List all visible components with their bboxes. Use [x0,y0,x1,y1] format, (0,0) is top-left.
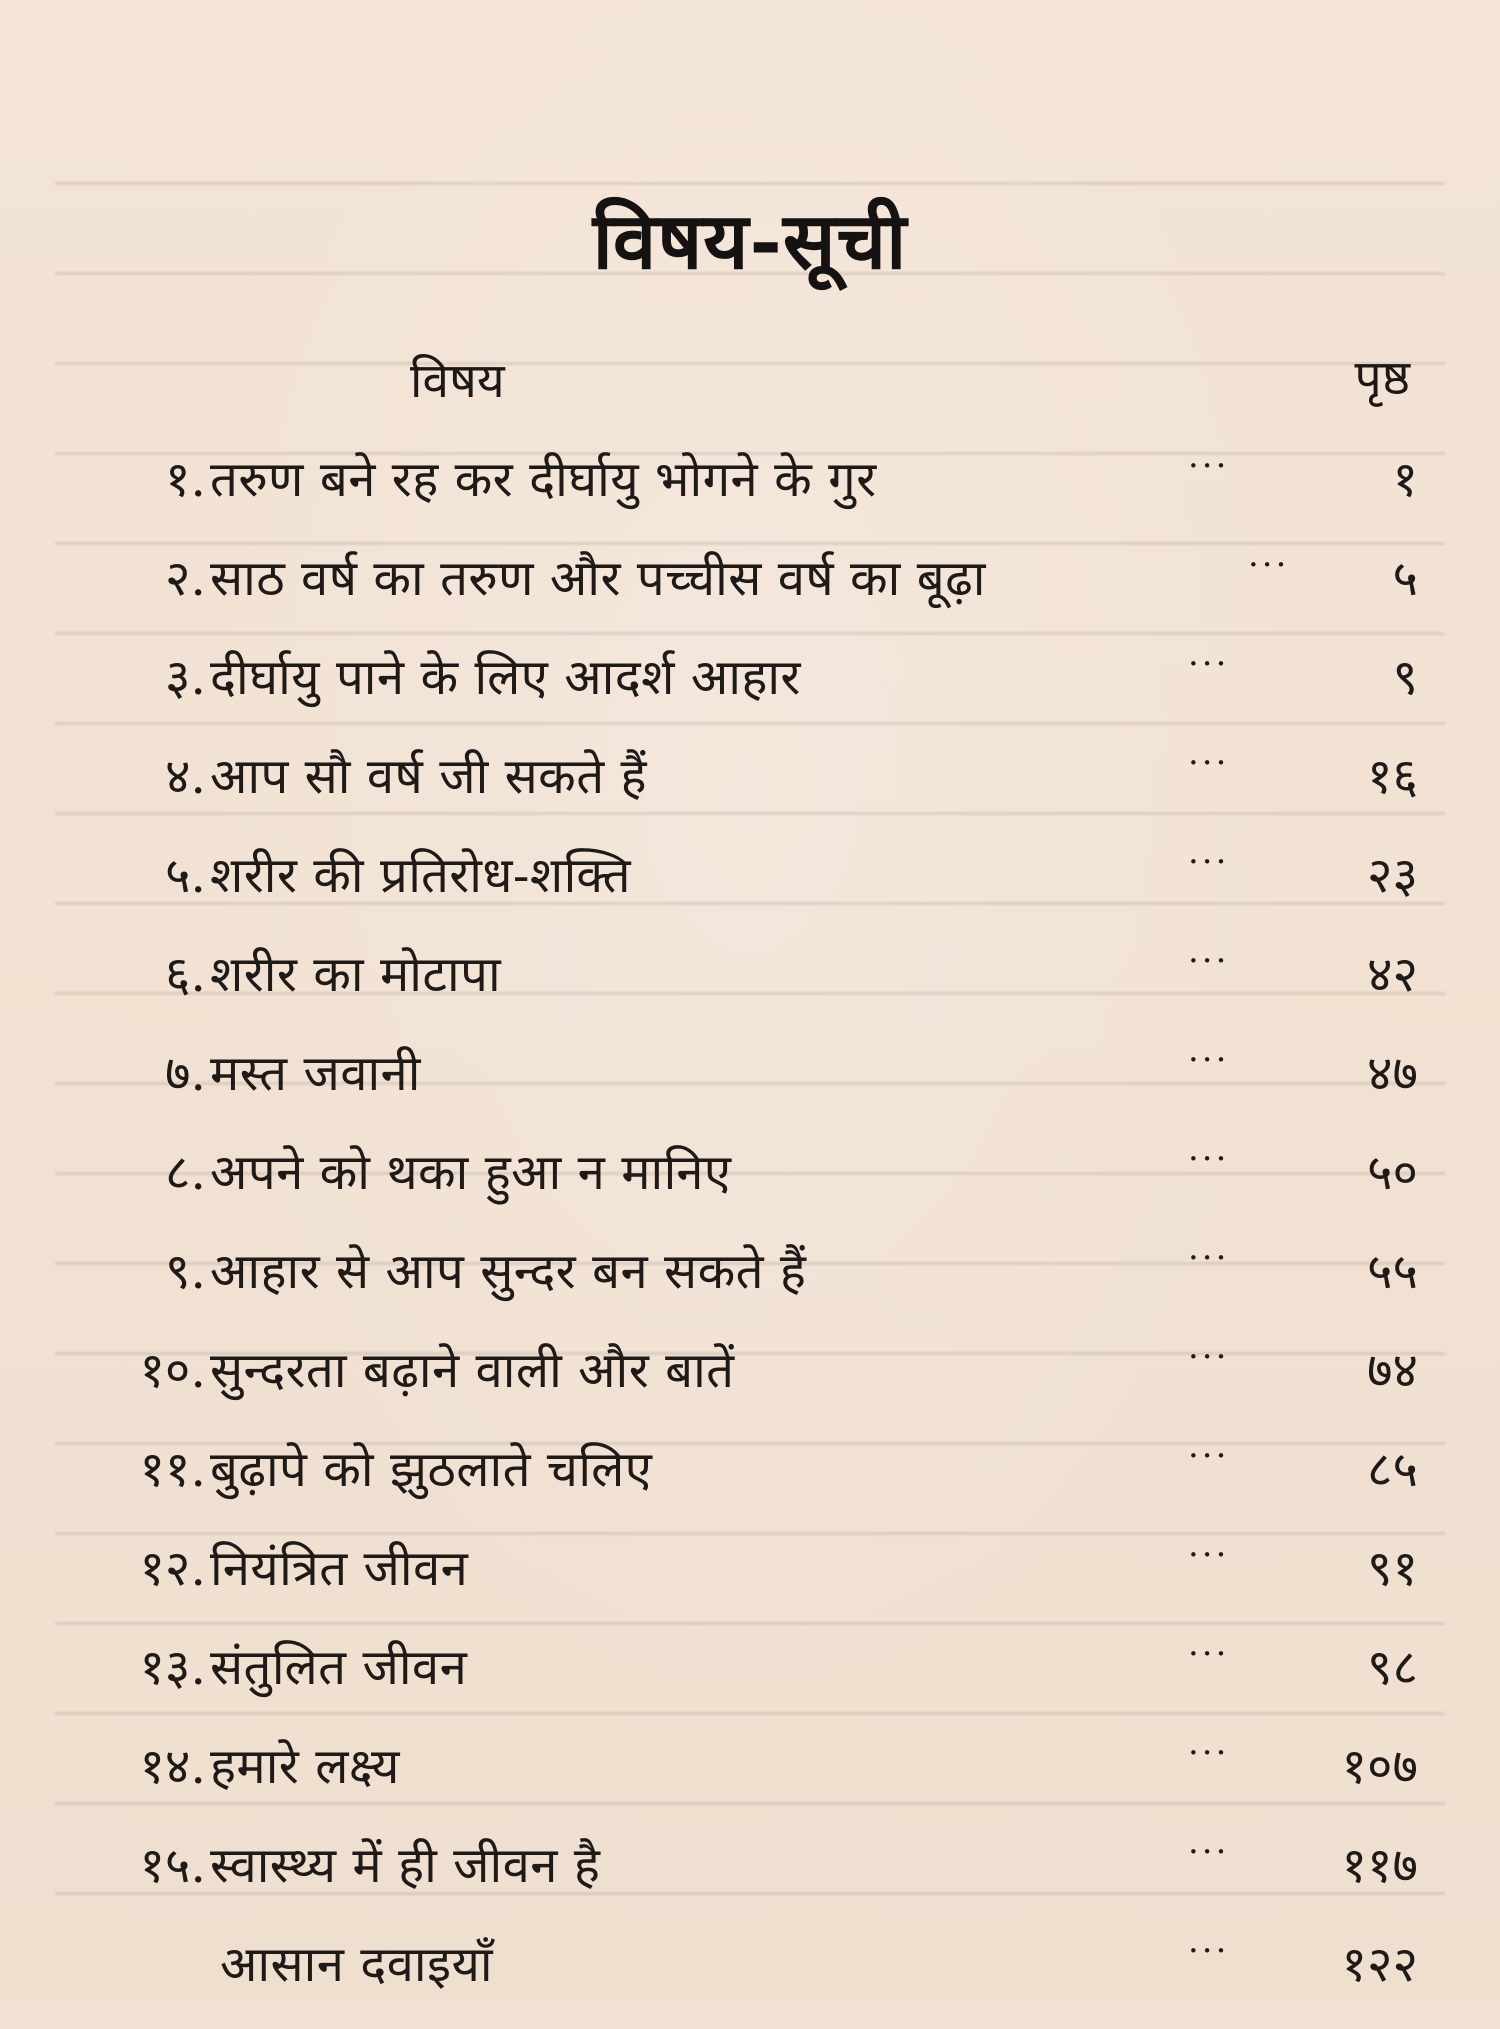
entry-topic: आहार से आप सुन्दर बन सकते हैं [210,1243,807,1300]
entry-number: २. [164,550,206,607]
table-of-contents [78,445,1418,2029]
entry-topic: शरीर की प्रतिरोध-शक्ति [210,847,631,904]
entry-number: १. [164,451,206,508]
entry-dots: ··· [1188,1634,1230,1674]
page-title: विषय-सूची [592,196,908,287]
entry-topic: साठ वर्ष का तरुण और पच्चीस वर्ष का बूढ़ा [210,550,986,607]
entry-dots: ··· [1188,842,1230,882]
entry-page-number: ९८ [1367,1639,1418,1696]
entry-topic: स्वास्थ्य में ही जीवन है [210,1837,601,1894]
entry-dots: ··· [1188,1931,1230,1971]
entry-number: ४. [164,748,206,805]
toc-entry-16 [78,1930,1418,2029]
entry-dots: ··· [1188,743,1230,783]
entry-page-number: ५ [1392,550,1418,607]
page-column-header: पृष्ठ [1354,350,1410,406]
entry-number: ९. [164,1243,206,1300]
entry-dots: ··· [1188,1139,1230,1179]
entry-dots: ··· [1188,1832,1230,1872]
entry-topic: आप सौ वर्ष जी सकते हैं [210,748,647,805]
entry-topic: शरीर का मोटापा [210,946,502,1003]
entry-dots: ··· [1188,1733,1230,1773]
entry-topic: मस्त जवानी [210,1045,421,1102]
entry-page-number: २३ [1367,847,1418,904]
entry-dots: ··· [1188,1337,1230,1377]
entry-page-number: १ [1392,451,1418,508]
entry-topic: तरुण बने रह कर दीर्घायु भोगने के गुर [210,451,877,508]
entry-dots: ··· [1188,446,1230,486]
entry-page-number: ९ [1392,649,1418,706]
entry-dots: ··· [1248,545,1290,585]
entry-page-number: ५० [1367,1144,1418,1201]
entry-topic: आसान दवाइयाँ [220,1936,493,1993]
entry-page-number: ५५ [1367,1243,1418,1300]
entry-number: ८. [164,1144,206,1201]
toc-entry-1 [78,445,1418,544]
entry-number: ७. [164,1045,206,1102]
entry-topic: संतुलित जीवन [210,1639,468,1696]
entry-page-number: ४७ [1367,1045,1418,1102]
entry-page-number: ४२ [1367,946,1418,1003]
entry-number: १०. [139,1342,206,1399]
entry-page-number: ९१ [1367,1540,1418,1597]
entry-topic: नियंत्रित जीवन [210,1540,469,1597]
entry-dots: ··· [1188,1535,1230,1575]
entry-topic: अपने को थका हुआ न मानिए [210,1144,732,1201]
entry-dots: ··· [1188,1436,1230,1476]
subject-column-header: विषय [410,353,505,409]
entry-dots: ··· [1188,644,1230,684]
entry-topic: हमारे लक्ष्य [210,1738,400,1795]
entry-page-number: ८५ [1367,1441,1418,1498]
entry-page-number: ११७ [1341,1837,1418,1894]
entry-page-number: ७४ [1367,1342,1418,1399]
entry-page-number: १०७ [1341,1738,1418,1795]
entry-number: ५. [164,847,206,904]
entry-number: ११. [139,1441,206,1498]
entry-topic: दीर्घायु पाने के लिए आदर्श आहार [210,649,801,706]
entry-dots: ··· [1188,941,1230,981]
entry-number: १५. [139,1837,206,1894]
entry-number: १३. [139,1639,206,1696]
entry-topic: बुढ़ापे को झुठलाते चलिए [210,1441,653,1498]
entry-topic: सुन्दरता बढ़ाने वाली और बातें [210,1342,735,1399]
entry-number: १२. [139,1540,206,1597]
entry-dots: ··· [1188,1040,1230,1080]
entry-dots: ··· [1188,1238,1230,1278]
entry-number: ६. [164,946,206,1003]
entry-number: ३. [164,649,206,706]
entry-page-number: १६ [1367,748,1418,805]
entry-page-number: १२२ [1341,1936,1418,1993]
entry-number: १४. [139,1738,206,1795]
